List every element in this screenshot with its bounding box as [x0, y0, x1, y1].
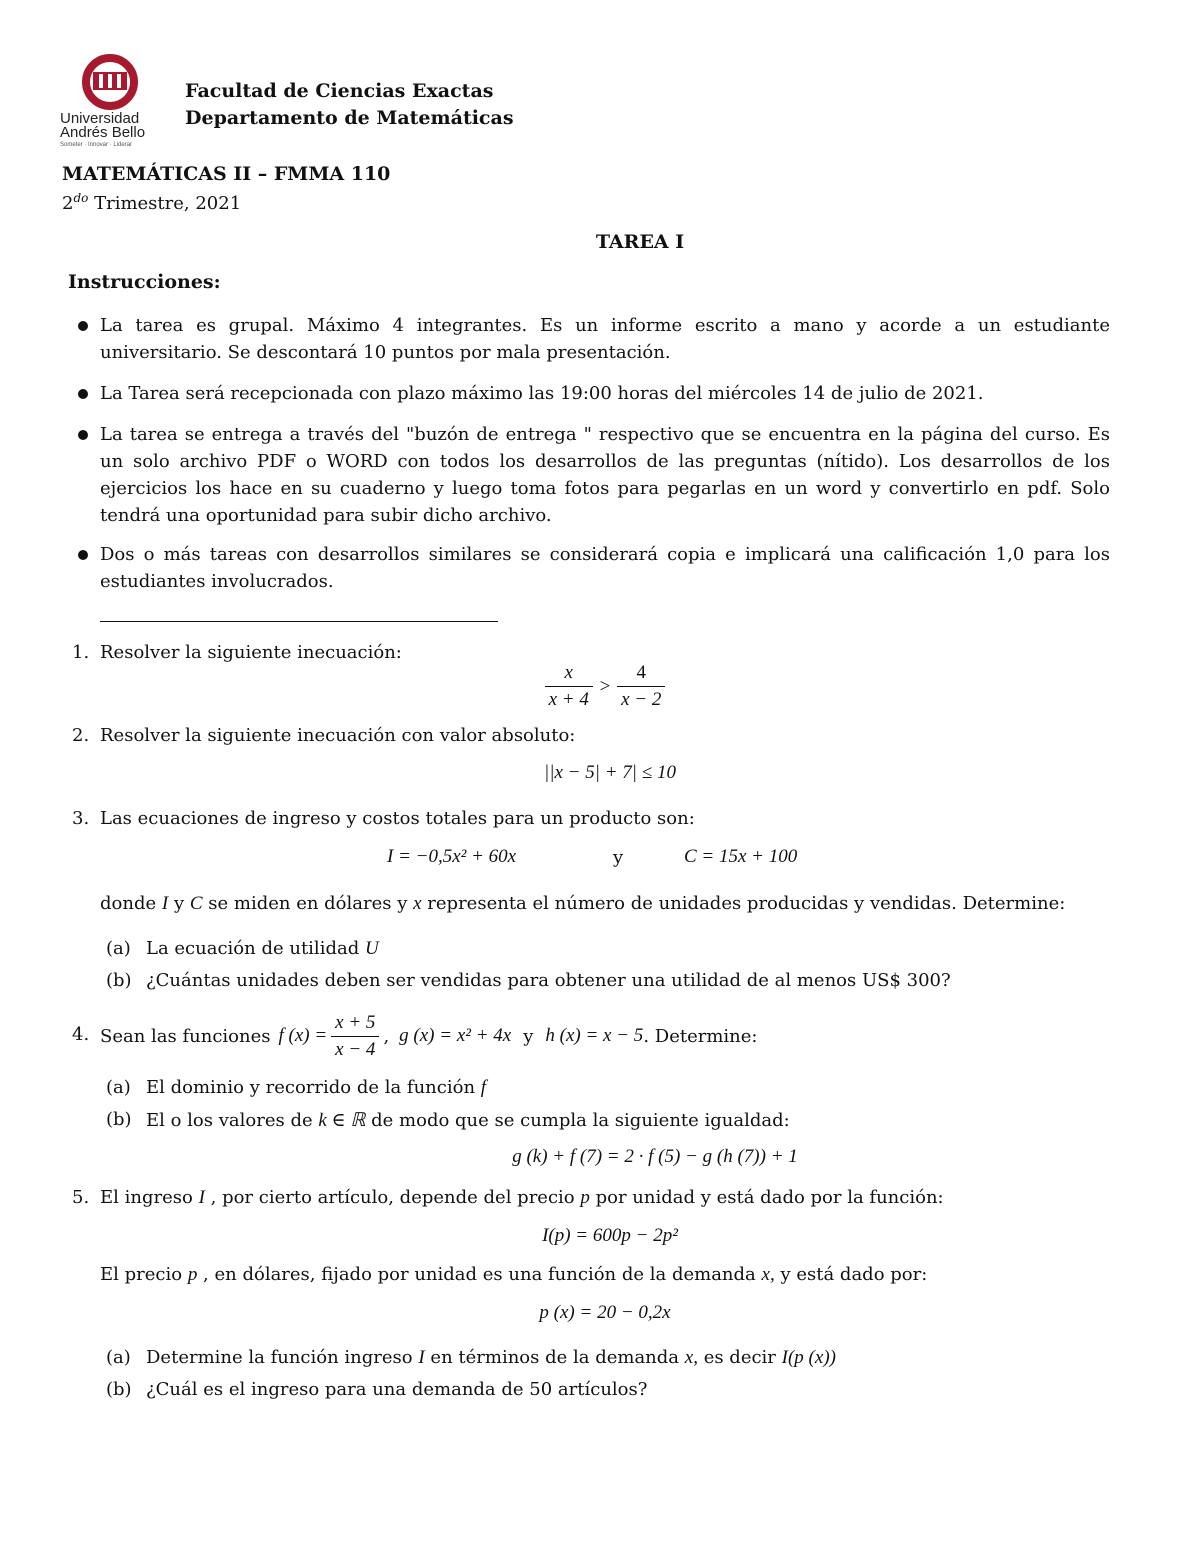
- q5-formula-2: p (x) = 20 − 0,2x: [539, 1302, 671, 1323]
- q5-var-i: I: [198, 1187, 205, 1208]
- q3a-text: [146, 938, 379, 960]
- q4b-label: (b): [106, 1109, 132, 1130]
- q5-line2-2: , en dólares, fijado por unidad es una función de la demanda: [203, 1264, 756, 1285]
- q1-fraction-right: [617, 662, 665, 711]
- q4-f-fraction: [331, 1012, 379, 1061]
- q5a-text-1: Determine la función ingreso: [146, 1347, 413, 1368]
- q5-number: 5.: [72, 1187, 90, 1208]
- q4-equality-formula: g (k) + f (7) = 2 · f (5) − g (h (7)) + 1: [512, 1146, 798, 1167]
- term-superscript: do: [73, 191, 89, 205]
- q4a-text: [146, 1077, 486, 1099]
- q5-line2-x: x,: [761, 1264, 775, 1285]
- logo-name-text: Andrés Bello: [60, 124, 146, 141]
- q5-formula-1: I(p) = 600p − 2p²: [542, 1225, 678, 1246]
- q3-desc-c2: representa el número de unidades producidas y vendidas. Determine:: [427, 893, 1066, 914]
- q3-desc-i: I: [161, 893, 169, 914]
- q4a-var: f: [480, 1077, 487, 1098]
- q4-f-numerator: x + 5: [335, 1011, 376, 1033]
- q5a-text: [146, 1347, 836, 1369]
- q5a-text-3: es decir: [703, 1347, 776, 1368]
- q3-number: 3.: [72, 808, 90, 829]
- term-line: [62, 191, 241, 214]
- q4-text: Sean las funciones: [100, 1025, 271, 1047]
- q3b-label: (b): [106, 970, 132, 991]
- q5-line2-p: p: [187, 1264, 198, 1285]
- q1-left-denominator: x + 4: [545, 686, 593, 711]
- q4a-text-body: El dominio y recorrido de la función: [146, 1077, 476, 1098]
- q5-text-1: El ingreso: [100, 1187, 193, 1208]
- bullet-3: [78, 430, 88, 440]
- q1-right-numerator: 4: [636, 662, 646, 683]
- q1-fraction-left: [545, 662, 593, 711]
- q2-formula: ||x − 5| + 7| ≤ 10: [544, 762, 676, 783]
- q3-formula-income: I = −0,5x² + 60x: [387, 846, 517, 867]
- q5-text-3: por unidad y está dado por la función:: [595, 1187, 944, 1208]
- q3a-label: (a): [106, 938, 131, 959]
- q5-text-2: , por cierto artículo, depende del precio: [210, 1187, 575, 1208]
- q4-comma: ,: [383, 1025, 390, 1047]
- instruction-1: La tarea es grupal. Máximo 4 integrantes. Es un informe escrito a mano y acorde a un estudiante universitario. Se descontará 10 puntos por mala presentación.: [100, 315, 1110, 363]
- university-seal-icon: [58, 54, 168, 114]
- q3-desc-a: donde: [100, 893, 157, 914]
- bullet-1: [78, 321, 88, 331]
- q5-line2-1: El precio: [100, 1264, 183, 1285]
- q1-number: 1.: [72, 642, 90, 663]
- instruction-4: Dos o más tareas con desarrollos similares se considerará copia e implicará una calificación 1,0 para los estudiantes involucrados.: [100, 544, 1110, 592]
- q3-formula-cost: C = 15x + 100: [684, 846, 798, 867]
- logo-tagline-text: Someter · Innovar · Liderar: [60, 142, 133, 148]
- q4b-text-1: El o los valores de: [146, 1110, 313, 1131]
- logo-university-text: Universidad: [60, 110, 140, 127]
- q2-text: Resolver la siguiente inecuación con valor absoluto:: [100, 725, 576, 746]
- q4-line: [100, 1008, 757, 1064]
- q4b-var: k ∈ ℝ: [318, 1110, 366, 1131]
- q3a-text-body: La ecuación de utilidad: [146, 938, 360, 959]
- term-number: 2: [62, 193, 74, 214]
- q5b-text: ¿Cuál es el ingreso para una demanda de 50 artículos?: [146, 1379, 648, 1400]
- q4-f-lhs: f (x) =: [278, 1025, 328, 1046]
- q1-relation: >: [599, 675, 611, 697]
- q3-desc-x: x: [413, 893, 422, 914]
- q3b-text: ¿Cuántas unidades deben ser vendidas para obtener una utilidad de al menos US$ 300?: [146, 970, 951, 991]
- term-rest: Trimestre, 2021: [88, 193, 242, 214]
- q3-text: Las ecuaciones de ingreso y costos totales para un producto son:: [100, 808, 695, 829]
- bullet-4: [78, 550, 88, 560]
- q4-tail: . Determine:: [643, 1025, 758, 1047]
- q5-line-1: [100, 1187, 944, 1209]
- q4-number: 4.: [72, 1024, 90, 1045]
- q5a-label: (a): [106, 1347, 131, 1368]
- university-logo: [58, 54, 168, 150]
- q5-line-2: [100, 1264, 927, 1286]
- q5a-var-i: I: [418, 1347, 425, 1368]
- faculty-name: Facultad de Ciencias Exactas: [185, 80, 494, 102]
- q4-h-def: h (x) = x − 5: [545, 1025, 644, 1046]
- q3-description: [100, 893, 1065, 915]
- instructions-heading: Instrucciones:: [68, 271, 221, 293]
- q4-f-denominator: x − 4: [331, 1036, 379, 1061]
- q4b-text-2: de modo que se cumpla la siguiente igualdad:: [371, 1110, 790, 1131]
- q5a-expr: I(p (x)): [781, 1347, 836, 1368]
- q4-g-def: g (x) = x² + 4x: [399, 1025, 512, 1046]
- q3-connector: y: [613, 847, 624, 868]
- q3a-var: U: [364, 938, 379, 959]
- department-name: Departamento de Matemáticas: [185, 107, 514, 129]
- q1-formula: [0, 662, 1200, 711]
- q1-text: Resolver la siguiente inecuación:: [100, 642, 402, 663]
- instruction-3: La tarea se entrega a través del "buzón de entrega " respectivo que se encuentra en la página del curso. Es un solo archivo PDF o WORD con todos los desarrollos de las preguntas (nítido). Los desarrollos de los ejercicios los hace en su cuaderno y luego toma fotos para pegarlas en un word y convertirlo en pdf. Solo tendrá una oportunidad para subir dicho archivo.: [100, 424, 1110, 526]
- course-title: MATEMÁTICAS II – FMMA 110: [62, 163, 391, 185]
- separator-line: [100, 621, 498, 622]
- q4a-label: (a): [106, 1077, 131, 1098]
- q5b-label: (b): [106, 1379, 132, 1400]
- instruction-2: La Tarea será recepcionada con plazo máximo las 19:00 horas del miércoles 14 de julio de 2021.: [100, 383, 984, 404]
- q5a-text-2: en términos de la demanda: [430, 1347, 680, 1368]
- q4b-text: [146, 1109, 790, 1132]
- q1-right-denominator: x − 2: [617, 686, 665, 711]
- q5a-var-x: x,: [684, 1347, 698, 1368]
- q3-desc-y: y: [173, 893, 185, 914]
- q3-desc-b: se miden en dólares y: [208, 893, 408, 914]
- q5-var-p: p: [580, 1187, 590, 1208]
- bullet-2: [78, 389, 88, 399]
- q4-conn: y: [523, 1025, 534, 1047]
- q5-line2-3: y está dado por:: [780, 1264, 928, 1285]
- q1-left-numerator: x: [564, 662, 573, 683]
- q3-desc-c: C: [189, 893, 203, 914]
- q2-number: 2.: [72, 725, 90, 746]
- assignment-title: TAREA I: [595, 231, 685, 253]
